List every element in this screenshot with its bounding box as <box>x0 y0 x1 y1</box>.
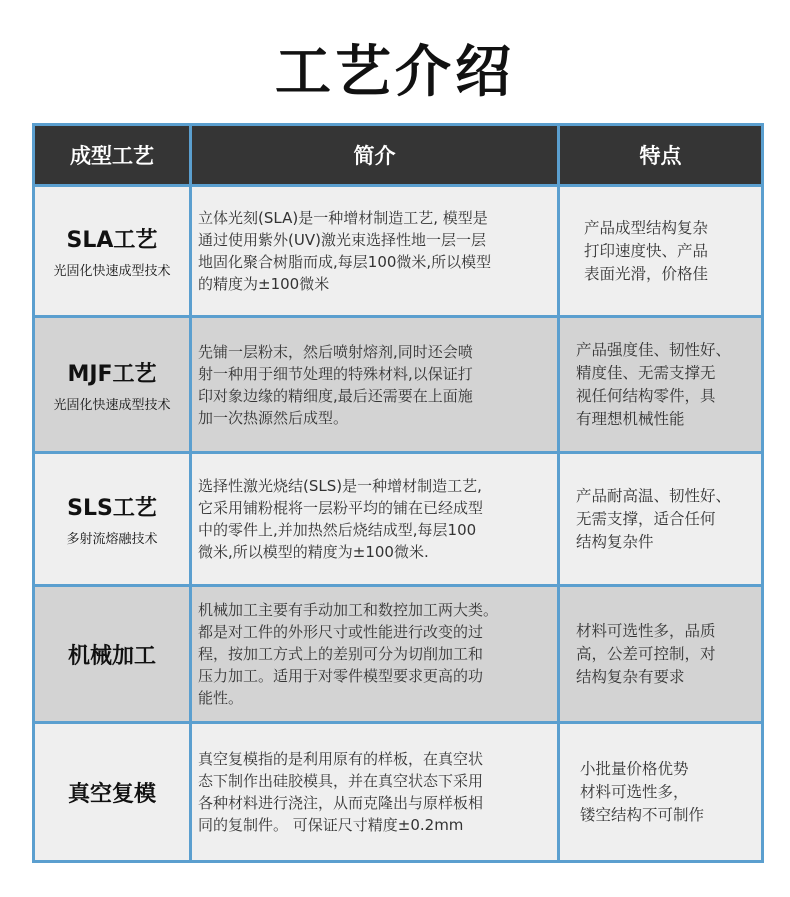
intro-cell: 立体光刻(SLA)是一种增材制造工艺, 模型是 通过使用紫外(UV)激光束选择性地一层一层 地固化聚合树脂而成,每层100微米,所以模型 的精度为±100微米 <box>191 186 559 317</box>
header-intro: 简介 <box>191 125 559 186</box>
intro-cell: 先铺一层粉末，然后喷射熔剂,同时还会喷 射一种用于细节处理的特殊材料,以保证打 印对象边缘的精细度,最后还需要在上面施 加一次热源然后成型。 <box>191 317 559 453</box>
process-cell <box>34 186 191 317</box>
intro-cell: 选择性激光烧结(SLS)是一种增材制造工艺, 它采用铺粉棍将一层粉平均的铺在已经成型 中的零件上,并加热然后烧结成型,每层100 微米,所以模型的精度为±100微米. <box>191 453 559 586</box>
table-row <box>34 186 763 317</box>
features-cell: 产品成型结构复杂 打印速度快、产品 表面光滑，价格佳 <box>559 186 763 317</box>
table-row <box>34 317 763 453</box>
table-row <box>34 586 763 723</box>
features-cell: 材料可选性多，品质 高，公差可控制，对 结构复杂有要求 <box>559 586 763 723</box>
process-name: MJF工艺 <box>67 361 157 387</box>
process-subtitle: 光固化快速成型技术 <box>53 397 171 413</box>
features-cell: 产品强度佳、韧性好、 精度佳、无需支撑无 视任何结构零件，具 有理想机械性能 <box>559 317 763 453</box>
features-cell: 小批量价格优势 材料可选性多， 镂空结构不可制作 <box>559 723 763 862</box>
process-name: SLA工艺 <box>66 228 158 253</box>
intro-cell: 机械加工主要有手动加工和数控加工两大类。 都是对工件的外形尺寸或性能进行改变的过 程，按加工方式上的差别可分为切削加工和 压力加工。适用于对零件模型要求更高的功 能性。 <box>191 586 559 723</box>
features-cell: 产品耐高温、韧性好、 无需支撑，适合任何 结构复杂件 <box>559 453 763 586</box>
table-row <box>34 723 763 862</box>
process-table <box>32 123 764 863</box>
page-title: 工艺介绍 <box>275 40 515 105</box>
process-cell <box>34 723 191 862</box>
process-name: 机械加工 <box>67 643 156 669</box>
table-header <box>34 125 763 186</box>
process-cell <box>34 317 191 453</box>
header-process: 成型工艺 <box>34 125 191 186</box>
table-row <box>34 453 763 586</box>
process-cell <box>34 586 191 723</box>
process-name: 真空复模 <box>67 781 156 807</box>
process-cell <box>34 453 191 586</box>
process-subtitle: 多射流熔融技术 <box>66 532 158 547</box>
process-name: SLS工艺 <box>67 496 157 521</box>
header-features: 特点 <box>559 125 763 186</box>
process-subtitle: 光固化快速成型技术 <box>53 264 171 279</box>
intro-cell: 真空复模指的是利用原有的样板，在真空状 态下制作出硅胶模具，并在真空状态下采用 各种材料进行浇注，从而克隆出与原样板相 同的复制件。 可保证尺寸精度±0.2mm <box>191 723 559 862</box>
